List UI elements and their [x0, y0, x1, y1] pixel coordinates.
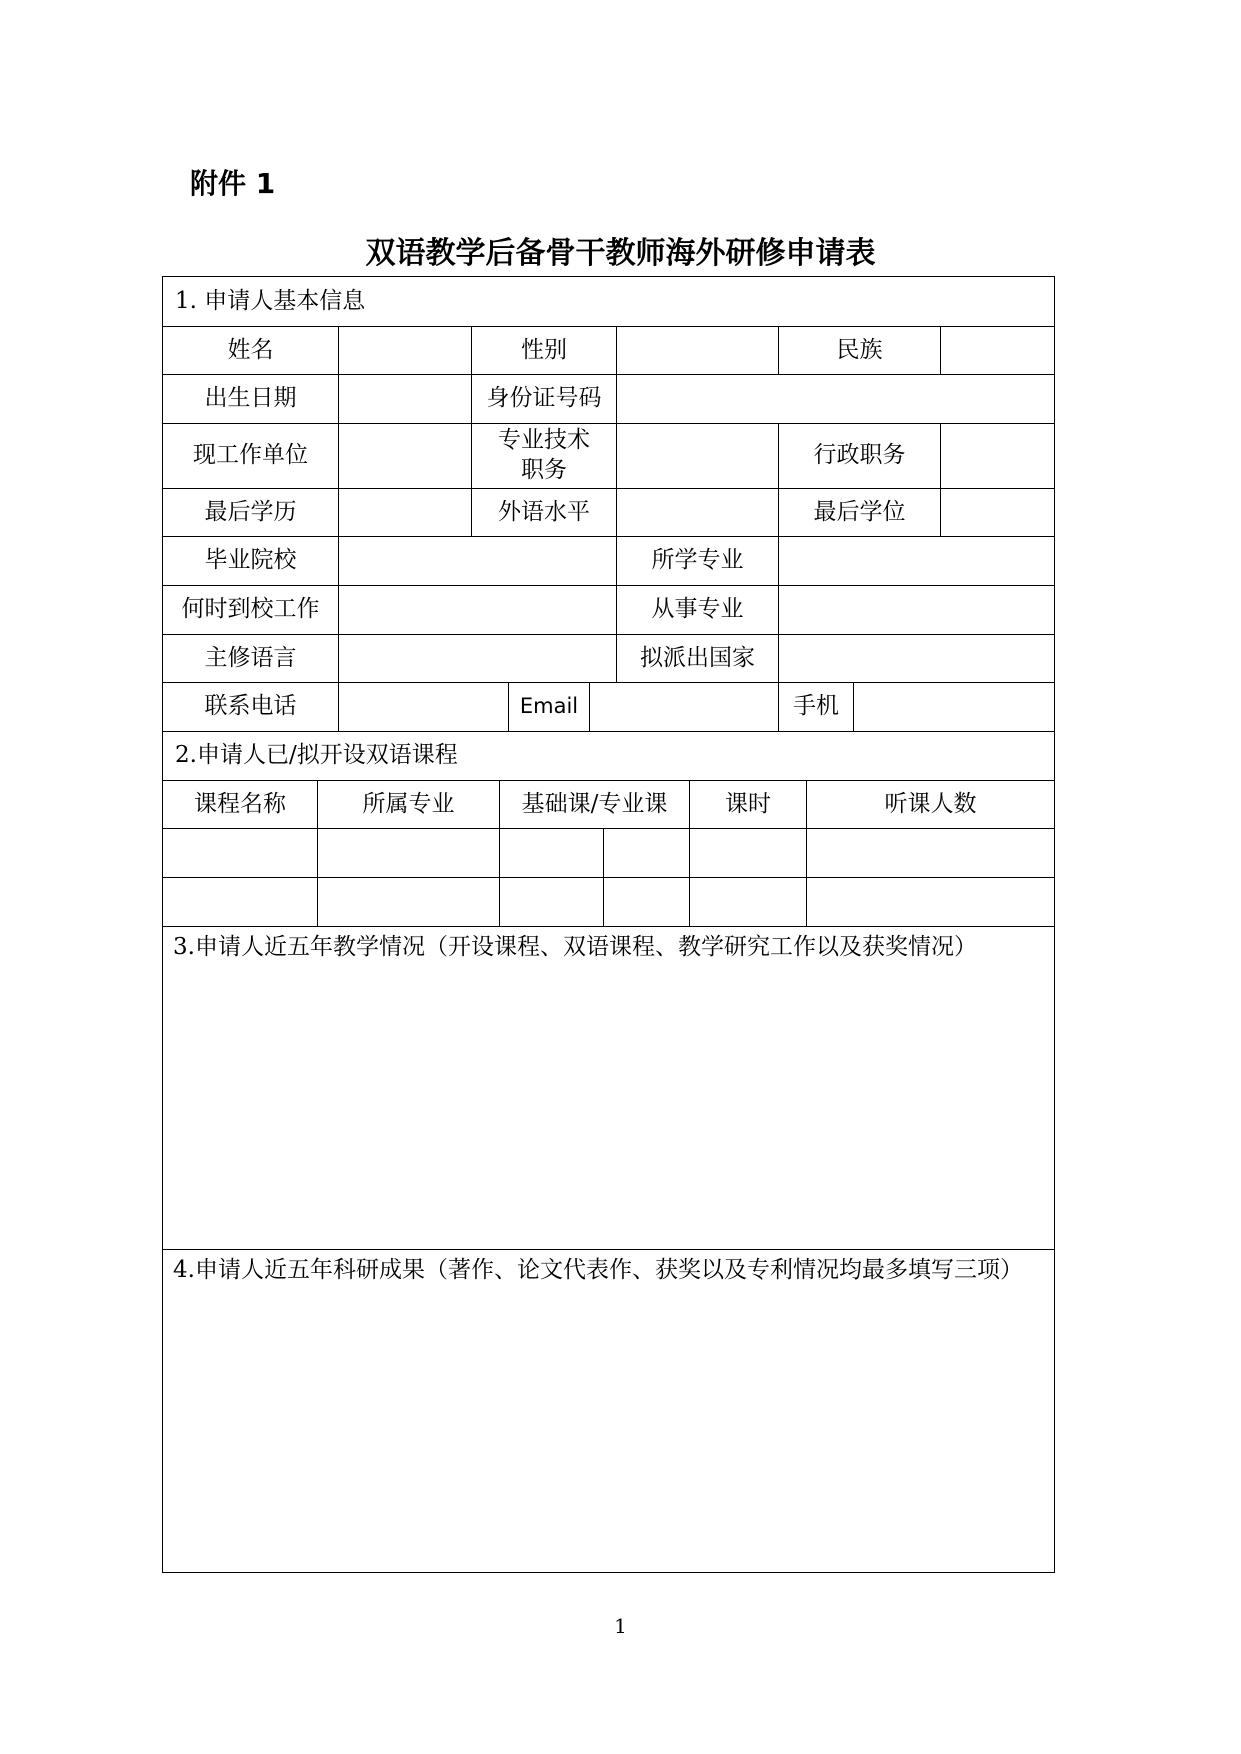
input-target-country[interactable]: [778, 634, 1055, 683]
label-tech-title: 专业技术职务: [471, 423, 617, 489]
section3-title: 3.申请人近五年教学情况（开设课程、双语课程、教学研究工作以及获奖情况）: [173, 934, 977, 960]
col-course-name: 课程名称: [162, 780, 318, 829]
label-birth-date: 出生日期: [162, 374, 339, 424]
input-major-studied[interactable]: [778, 536, 1055, 586]
course-row-2-type-b[interactable]: [603, 877, 690, 927]
label-work-unit: 现工作单位: [162, 423, 339, 489]
label-degree: 最后学位: [778, 488, 941, 537]
section3-teaching-box[interactable]: [162, 926, 1055, 1250]
label-email: Email: [508, 682, 590, 732]
col-hours: 课时: [689, 780, 807, 829]
label-education: 最后学历: [162, 488, 339, 537]
col-attendance: 听课人数: [806, 780, 1055, 829]
input-admin-post[interactable]: [940, 423, 1055, 489]
input-foreign-language[interactable]: [616, 488, 779, 537]
course-row-2-attendance[interactable]: [806, 877, 1055, 927]
input-email[interactable]: [589, 682, 779, 732]
input-name[interactable]: [338, 326, 472, 375]
input-tech-title[interactable]: [616, 423, 779, 489]
course-row-1-major[interactable]: [317, 828, 500, 878]
label-admin-post: 行政职务: [778, 423, 941, 489]
course-row-1-hours[interactable]: [689, 828, 807, 878]
label-major-studied: 所学专业: [616, 536, 779, 586]
label-phone: 联系电话: [162, 682, 339, 732]
course-row-2-name[interactable]: [162, 877, 318, 927]
label-id-number: 身份证号码: [471, 374, 617, 424]
course-row-1-attendance[interactable]: [806, 828, 1055, 878]
label-target-country: 拟派出国家: [616, 634, 779, 683]
input-education[interactable]: [338, 488, 472, 537]
attachment-label: 附件 1: [190, 167, 276, 200]
input-mobile[interactable]: [853, 682, 1055, 732]
label-ethnicity: 民族: [778, 326, 941, 375]
section2-title: 2.申请人已/拟开设双语课程: [162, 731, 1055, 781]
label-name: 姓名: [162, 326, 339, 375]
input-ethnicity[interactable]: [940, 326, 1055, 375]
input-current-field[interactable]: [778, 585, 1055, 635]
page-number: 1: [614, 1614, 627, 1638]
course-row-2-major[interactable]: [317, 877, 500, 927]
col-course-type: 基础课/专业课: [499, 780, 690, 829]
input-join-date[interactable]: [338, 585, 617, 635]
input-work-unit[interactable]: [338, 423, 472, 489]
course-row-1-type-a[interactable]: [499, 828, 604, 878]
input-gender[interactable]: [616, 326, 779, 375]
section1-title: 1. 申请人基本信息: [162, 276, 1055, 327]
course-row-1-name[interactable]: [162, 828, 318, 878]
label-current-field: 从事专业: [616, 585, 779, 635]
col-major: 所属专业: [317, 780, 500, 829]
input-main-language[interactable]: [338, 634, 617, 683]
course-row-1-type-b[interactable]: [603, 828, 690, 878]
input-id-number[interactable]: [616, 374, 1055, 424]
course-row-2-type-a[interactable]: [499, 877, 604, 927]
input-degree[interactable]: [940, 488, 1055, 537]
section4-title: 4.申请人近五年科研成果（著作、论文代表作、获奖以及专利情况均最多填写三项）: [173, 1257, 1023, 1283]
label-foreign-language: 外语水平: [471, 488, 617, 537]
input-graduated-school[interactable]: [338, 536, 617, 586]
input-birth-date[interactable]: [338, 374, 472, 424]
label-main-language: 主修语言: [162, 634, 339, 683]
input-phone[interactable]: [338, 682, 509, 732]
label-graduated-school: 毕业院校: [162, 536, 339, 586]
label-gender: 性别: [471, 326, 617, 375]
form-title: 双语教学后备骨干教师海外研修申请表: [365, 236, 876, 271]
course-row-2-hours[interactable]: [689, 877, 807, 927]
section4-research-box[interactable]: [162, 1249, 1055, 1573]
label-mobile: 手机: [778, 682, 854, 732]
label-join-date: 何时到校工作: [162, 585, 339, 635]
